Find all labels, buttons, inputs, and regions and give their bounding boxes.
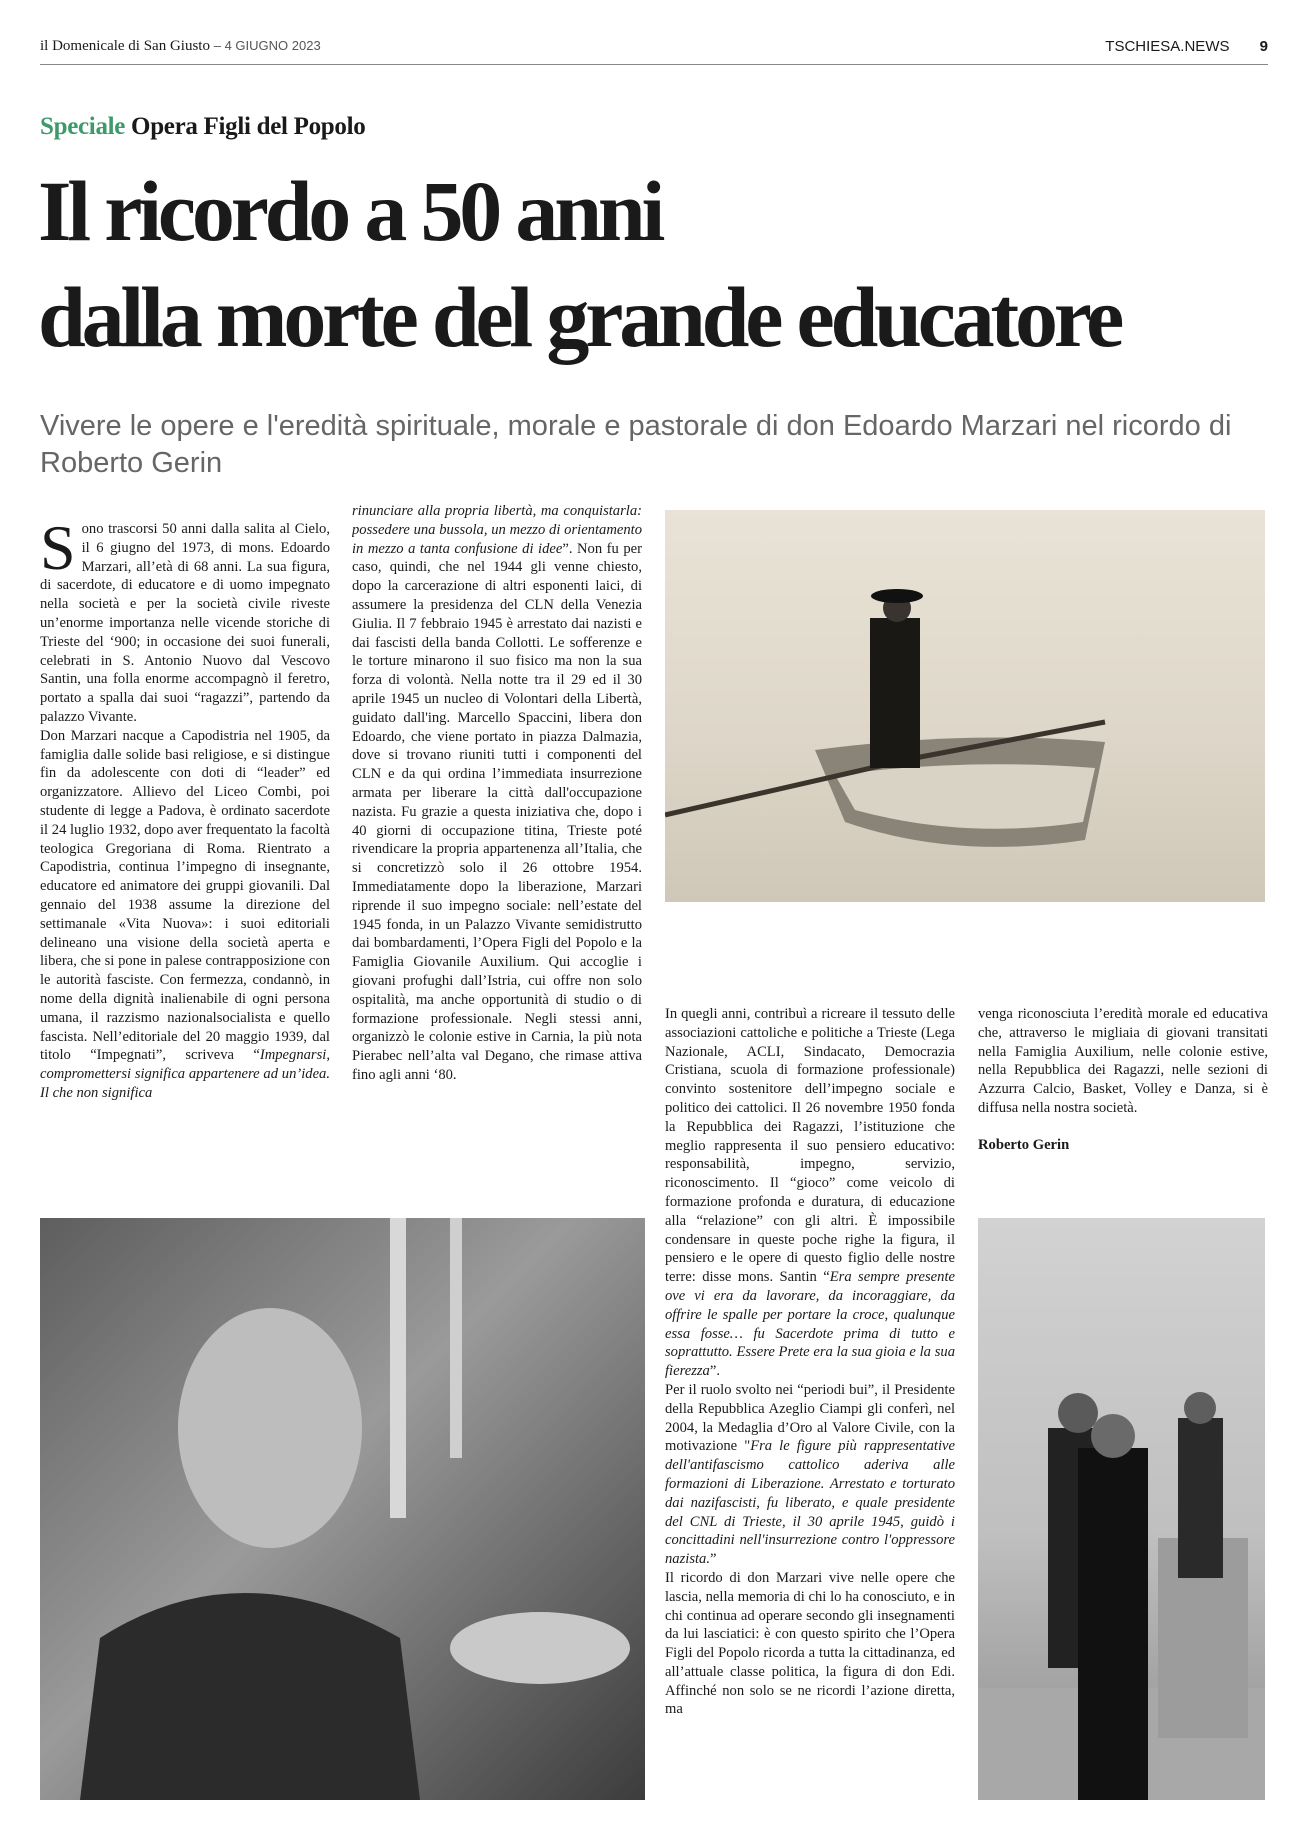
site-link[interactable]: TSCHIESA.NEWS	[1105, 38, 1230, 55]
col1-paragraph-2: Don Marzari nacque a Capodistria nel 1905, da famiglia dalle solide basi religiose, e si distingue fin da adolescente con doti di “leader” ed organizzatore. Allievo del Liceo Combi, poi studente di legge a Padova, è ordinato sacerdote il 24 luglio 1932, dopo aver frequentato la facoltà teologica Gregoriana di Roma. Rientrato a Capodistria, continua l’impegno di insegnante, educatore ed animatore dei gruppi giovanili. Dal gennaio del 1938 assume la direzione del settimanale «Vita Nuova»: i suoi editoriali delineano una visione della società aperta e libera, che si pone in palese contrapposizione con le autorità fasciste. Con fermezza, condannò, in nome della dignità inalienabile di ogni persona umana, il razzismo nazionalsocialista e quello fascista. Nell’editoriale del 20 maggio 1939, dal titolo “Impegnati”, scriveva “	[40, 727, 330, 1064]
col1-paragraph-1: ono trascorsi 50 anni dalla salita al Cielo, il 6 giugno del 1973, di mons. Edoardo Marzari, all’età di 68 anni. La sua figura, di sacerdote, di educatore e di uomo impegnato nella società e per la società civile riveste un’enorme importanza nelle vicende storiche di Trieste del ‘900; in occasione dei suoi funerali, celebrati in S. Antonio Nuovo dal Vescovo Santin, una folla enorme accompagnò il feretro, portato a spalla dai suoi “ragazzi”, partendo da palazzo Vivante.	[40, 521, 330, 725]
headline-line-1: Il ricordo a 50 anni	[38, 163, 662, 259]
col3-paragraph-1: In quegli anni, contribuì a ricreare il tessuto delle associazioni cattoliche e politiche a Trieste (Lega Nazionale, ACLI, Sindacato, Democrazia Cristiana, scuola di formazione professionale) convinto sostenitore dell’impegno sociale e politico dei cattolici. Il 26 novembre 1950 fonda la Repubblica dei Ragazzi, l’istituzione che meglio rappresenta il suo pensiero educativo: responsabilità, impegno, servizio, riconoscimento. Il “gioco” come veicolo di formazione profonda e duratura, di educazione alla “relazione” con gli altri. È impossibile condensare in queste poche righe la figura, il pensiero e le opere di questo figlio delle nostre terre: disse mons. Santin “	[665, 1006, 955, 1286]
article-column-3	[665, 1005, 955, 1810]
col1-quote: Impegnarsi, compromettersi significa appartenere ad un’idea. Il che non significa	[40, 1047, 330, 1101]
kicker-section: Opera Figli del Popolo	[131, 113, 366, 140]
header-right	[1105, 38, 1268, 55]
publication-name: il Domenicale di San Giusto	[40, 38, 210, 54]
photo-priest-altar	[40, 1218, 645, 1800]
col2-paragraph-1: ”. Non fu per caso, quindi, che nel 1944 gli venne chiesto, dopo la carcerazione di altri esponenti laici, di assumere la presidenza del CLN della Venezia Giulia. Il 7 febbraio 1945 è arrestato dai nazisti e dai fascisti della banda Collotti. Le sofferenze e le torture minarono il suo fisico ma non la sua forza di volontà. Nella notte tra il 29 ed il 30 aprile 1945 un nucleo di Volontari della Libertà, guidato dall'ing. Marcello Spaccini, libera don Edoardo, che viene portato in piazza Dalmazia, dove si trovano riuniti tutti i componenti del CLN e da qui ordina l’immediata insurrezione armata per liberare la città dall'occupazione nazista. Fu grazie a questa iniziativa che, dopo i 40 giorni di occupazione titina, Trieste poté rivendicare la propria appartenenza all’Italia, che si concretizzò solo il 26 ottobre 1954. Immediatamente dopo la liberazione, Marzari riprende il suo impegno sociale: nell’estate del 1945 fonda, in un Palazzo Vivante semidistrutto dai bombardamenti, l’Opera Figli del Popolo e la Famiglia Giovanile Auxilium. Qui accoglie i giovani profughi dall’Istria, cui offre non solo ospitalità, ma anche opportunità di studio o di formazione professionale. Negli stessi anni, organizzò le colonie estive in Carnia, la più nota Pierabec nell’alta val Degano, che rimase attiva fino agli anni ‘80.	[352, 540, 642, 1083]
kicker	[40, 113, 365, 141]
col3-quote-2-end: ”	[710, 1551, 717, 1568]
col2-quote: rinunciare alla propria libertà, ma conquistarla: possedere una bussola, un mezzo di orientamento in mezzo a tanta confusione di idee	[352, 503, 642, 557]
ceremony-illustration	[978, 1218, 1265, 1800]
kicker-label: Speciale	[40, 113, 126, 140]
col3-quote-2: Fra le figure più rappresentative dell'antifascismo cattolico aderiva alle formazioni di Liberazione. Arrestato e torturato dai nazifascisti, fu liberato, e quale presidente del CNL di Trieste, il 30 aprile 1945, guidò i concittadini nell'insurrezione contro l'oppressore nazista.	[665, 1438, 955, 1568]
subtitle: Vivere le opere e l'eredità spirituale, morale e pastorale di don Edoardo Marzari nel ricordo di Roberto Gerin	[40, 410, 1232, 479]
headline	[38, 158, 1120, 370]
article-column-2	[352, 502, 642, 1172]
col3-paragraph-3: Il ricordo di don Marzari vive nelle opere che lascia, nella memoria di chi lo ha conosciuto, e in chi continua ad operare secondo gli insegnamenti da lui lasciatici: è con questo spirito che l’Opera Figli del Popolo ricorda a tutta la cittadinanza, ed all’attuale classe politica, la figura di don Edi. Affinché non solo se ne ricordi l’azione diretta, ma	[665, 1569, 955, 1718]
issue-date: – 4 GIUGNO 2023	[213, 38, 321, 53]
photo-priest-ceremony	[978, 1218, 1265, 1800]
col3-quote-1: Era sempre presente ove vi era da lavorare, da incoraggiare, da offrire le spalle per portare la croce, qualunque essa fosse… fu Sacerdote prima di tutto e soprattutto. Essere Prete era la sua gioia e la sua fierezza	[665, 1269, 955, 1380]
article-column-1	[40, 520, 330, 1170]
page-number: 9	[1259, 38, 1268, 55]
author-signature: Roberto Gerin	[978, 1136, 1070, 1153]
col3-quote-1-end: ”.	[709, 1363, 720, 1380]
photo-rowing-boat	[665, 510, 1265, 902]
rowing-boat-illustration	[665, 510, 1265, 902]
col4-paragraph-1: venga riconosciuta l’eredità morale ed educativa che, attraverso le migliaia di giovani transitati nella Famiglia Auxilium, nelle colonie estive, nella Repubblica dei Ragazzi, nelle sezioni di Azzurra Calcio, Basket, Volley e Danza, si è diffusa nella nostra società.	[978, 1006, 1268, 1116]
header-divider	[40, 64, 1268, 65]
header-publication	[40, 38, 321, 55]
drop-cap: S	[40, 520, 76, 583]
headline-line-2: dalla morte del grande educatore	[38, 269, 1121, 365]
col3-paragraph-2: Per il ruolo svolto nei “periodi bui”, il Presidente della Repubblica Azeglio Ciampi gli conferì, nel 2004, la Medaglia d’Oro al Valore Civile, con la motivazione "	[665, 1381, 955, 1455]
article-column-4	[978, 1005, 1268, 1175]
priest-altar-illustration	[40, 1218, 645, 1800]
